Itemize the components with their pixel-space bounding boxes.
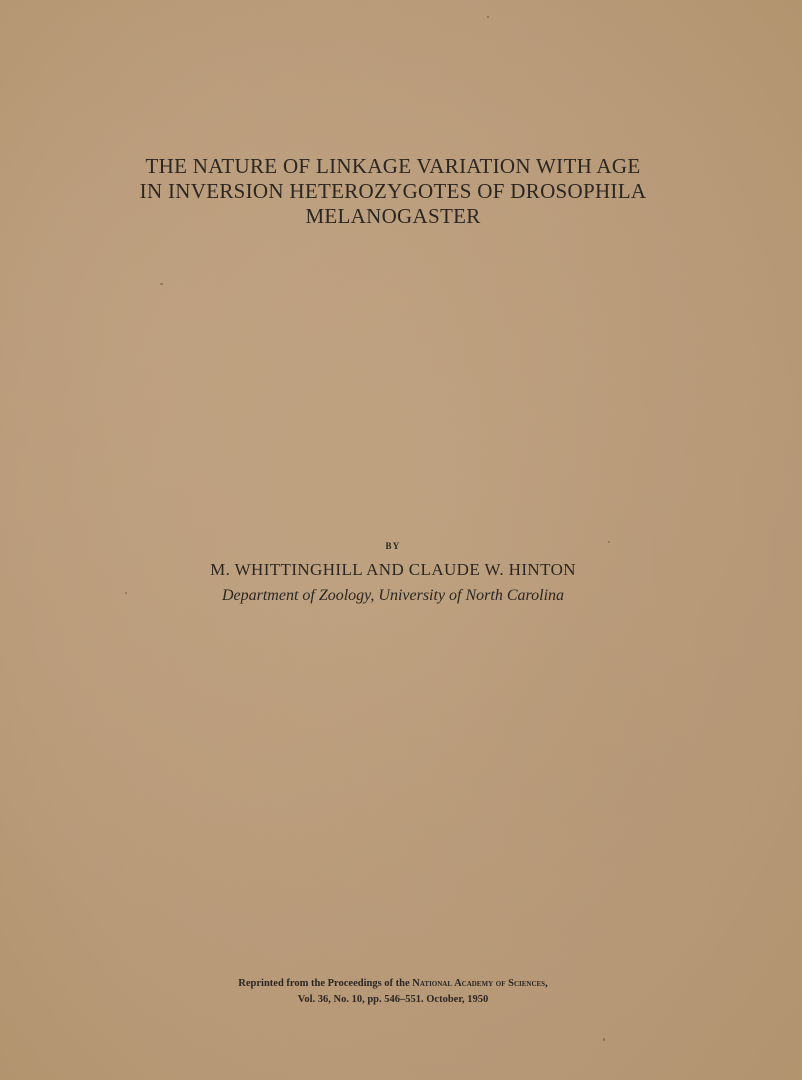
reprint-notice: [0, 976, 786, 1008]
reprint-prefix: Reprinted from the Proceedings of the: [238, 978, 413, 989]
title: [0, 154, 786, 229]
reprint-line-2: Vol. 36, No. 10, pp. 546–551. October, 1950: [297, 994, 489, 1005]
paper-speck: [125, 592, 127, 594]
paper-speck: [487, 16, 489, 18]
paper-speck: [608, 541, 610, 543]
byline-label: BY: [385, 541, 401, 551]
authors: M. WHITTINGHILL AND CLAUDE W. HINTON: [210, 560, 576, 579]
paper-speck: [160, 283, 163, 285]
paper-speck: [603, 1038, 605, 1041]
title-line: THE NATURE OF LINKAGE VARIATION WITH AGE: [145, 154, 641, 178]
title-line: MELANOGASTER: [305, 204, 481, 228]
reprint-line-1: [0, 976, 786, 992]
title-line: IN INVERSION HETEROZYGOTES OF DROSOPHILA: [139, 179, 647, 203]
journal-name: National Academy of Sciences,: [412, 978, 548, 989]
affiliation: Department of Zoology, University of North Carolina: [221, 587, 565, 604]
